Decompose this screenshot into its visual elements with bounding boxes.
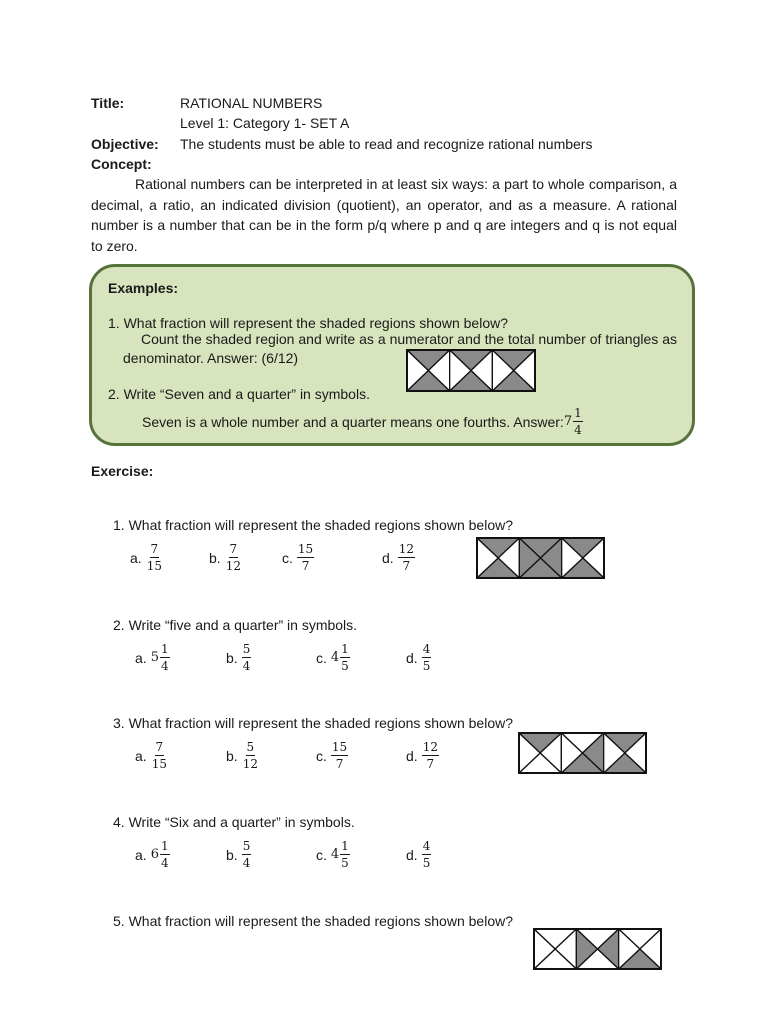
denominator: 4	[160, 659, 169, 673]
option-label: b.	[226, 649, 238, 666]
option-label: c.	[316, 649, 327, 666]
denominator: 12	[242, 757, 258, 771]
q1-option-b[interactable]	[209, 543, 242, 572]
q1-option-d[interactable]	[382, 543, 415, 572]
option-fraction	[340, 840, 350, 869]
option-fraction	[160, 840, 170, 869]
option-label: b.	[209, 549, 221, 566]
option-fraction	[422, 741, 439, 770]
option-label: d.	[406, 747, 418, 764]
option-fraction	[146, 543, 163, 572]
numerator: 4	[422, 642, 431, 656]
numerator: 5	[246, 740, 255, 754]
q2-option-c[interactable]	[316, 643, 350, 672]
denominator: 7	[426, 757, 435, 771]
q2-option-a[interactable]	[135, 643, 170, 672]
q4-question: 4. Write “Six and a quarter” in symbols.	[113, 814, 355, 830]
denominator: 4	[242, 856, 251, 870]
numerator: 15	[297, 542, 314, 556]
example-2-denominator: 4	[574, 423, 582, 437]
option-fraction	[225, 543, 242, 572]
numerator: 7	[155, 740, 164, 754]
option-label: a.	[130, 549, 142, 566]
option-fraction	[398, 543, 415, 572]
option-label: c.	[316, 747, 327, 764]
concept-text: Rational numbers can be interpreted in at least six ways: a part to whole comparison, a decimal, a ratio, an indicated division (quotient), an operator, and as a measure. A rational number is a number that can be in the form p/q where p and q are integers and q is not equal to zero.	[91, 176, 677, 254]
denominator: 7	[402, 559, 411, 573]
numerator: 12	[398, 542, 414, 556]
option-fraction	[242, 741, 259, 770]
title-label: Title:	[91, 95, 125, 111]
example-1-body	[123, 330, 677, 368]
denominator: 5	[341, 659, 349, 673]
q3-question: 3. What fraction will represent the shaded regions shown below?	[113, 715, 513, 731]
denominator: 4	[160, 856, 169, 870]
option-label: d.	[406, 649, 418, 666]
numerator: 12	[422, 740, 438, 754]
q5-triangle-figure	[533, 928, 662, 970]
example-2-answer-line	[142, 407, 583, 436]
exercise-heading: Exercise:	[91, 463, 154, 479]
example-2-whole: 7	[563, 414, 573, 429]
denominator: 5	[422, 659, 431, 673]
option-label: b.	[226, 747, 238, 764]
option-fraction	[331, 741, 348, 770]
denominator: 7	[335, 757, 344, 771]
numerator: 5	[242, 839, 251, 853]
option-label: a.	[135, 846, 147, 863]
concept-label: Concept:	[91, 156, 152, 172]
numerator: 1	[160, 839, 169, 853]
option-label: c.	[316, 846, 327, 863]
option-fraction	[422, 643, 432, 672]
option-label: a.	[135, 649, 147, 666]
option-fraction	[242, 840, 252, 869]
example-1-triangle-figure	[406, 349, 536, 392]
denominator: 12	[225, 559, 241, 573]
q2-question: 2. Write “five and a quarter” in symbols.	[113, 617, 358, 633]
q4-option-d[interactable]	[406, 840, 431, 869]
option-fraction	[422, 840, 432, 869]
example-2-fraction	[573, 407, 583, 436]
option-fraction	[242, 643, 252, 672]
q3-triangle-figure	[518, 732, 647, 774]
option-fraction	[151, 741, 168, 770]
example-2-numerator: 1	[574, 406, 582, 420]
q4-option-b[interactable]	[226, 840, 251, 869]
denominator: 7	[301, 559, 310, 573]
denominator: 15	[146, 559, 162, 573]
option-fraction	[160, 643, 170, 672]
q1-question: 1. What fraction will represent the shaded regions shown below?	[113, 517, 513, 533]
q3-option-c[interactable]	[316, 741, 348, 770]
example-2-question: 2. Write “Seven and a quarter” in symbols.	[108, 386, 370, 402]
q3-option-d[interactable]	[406, 741, 439, 770]
numerator: 15	[331, 740, 348, 754]
option-label: b.	[226, 846, 238, 863]
q4-option-a[interactable]	[135, 840, 170, 869]
objective-text: The students must be able to read and recognize rational numbers	[180, 136, 593, 152]
denominator: 4	[242, 659, 251, 673]
numerator: 7	[229, 542, 238, 556]
q3-option-b[interactable]	[226, 741, 259, 770]
option-label: d.	[406, 846, 418, 863]
option-whole: 5	[150, 650, 159, 665]
q1-option-c[interactable]	[282, 543, 314, 572]
example-2-body: Seven is a whole number and a quarter means one fourths. Answer:	[142, 413, 564, 430]
title-line-1: RATIONAL NUMBERS	[180, 95, 323, 111]
numerator: 1	[341, 642, 349, 656]
numerator: 4	[422, 839, 431, 853]
examples-heading: Examples:	[108, 280, 179, 296]
q5-question: 5. What fraction will represent the shaded regions shown below?	[113, 913, 513, 929]
option-label: c.	[282, 549, 293, 566]
option-fraction	[340, 643, 350, 672]
title-line-2: Level 1: Category 1- SET A	[180, 115, 350, 131]
option-whole: 4	[330, 650, 340, 665]
q1-triangle-figure	[476, 537, 605, 579]
denominator: 5	[341, 856, 349, 870]
numerator: 1	[341, 839, 349, 853]
option-fraction	[297, 543, 314, 572]
option-whole: 6	[150, 847, 159, 862]
q1-option-a[interactable]	[130, 543, 163, 572]
example-1-question: 1. What fraction will represent the shaded regions shown below?	[108, 315, 508, 331]
q2-option-d[interactable]	[406, 643, 431, 672]
denominator: 5	[422, 856, 431, 870]
example-1-body-text: Count the shaded region and write as a numerator and the total number of triangles as denominator. Answer: (6/12)	[123, 331, 677, 366]
q4-option-c[interactable]	[316, 840, 350, 869]
option-whole: 4	[330, 847, 340, 862]
objective-label: Objective:	[91, 136, 159, 152]
option-label: d.	[382, 549, 394, 566]
denominator: 15	[151, 757, 167, 771]
numerator: 1	[160, 642, 169, 656]
q2-option-b[interactable]	[226, 643, 251, 672]
numerator: 7	[150, 542, 159, 556]
q3-option-a[interactable]	[135, 741, 168, 770]
option-label: a.	[135, 747, 147, 764]
numerator: 5	[242, 642, 251, 656]
